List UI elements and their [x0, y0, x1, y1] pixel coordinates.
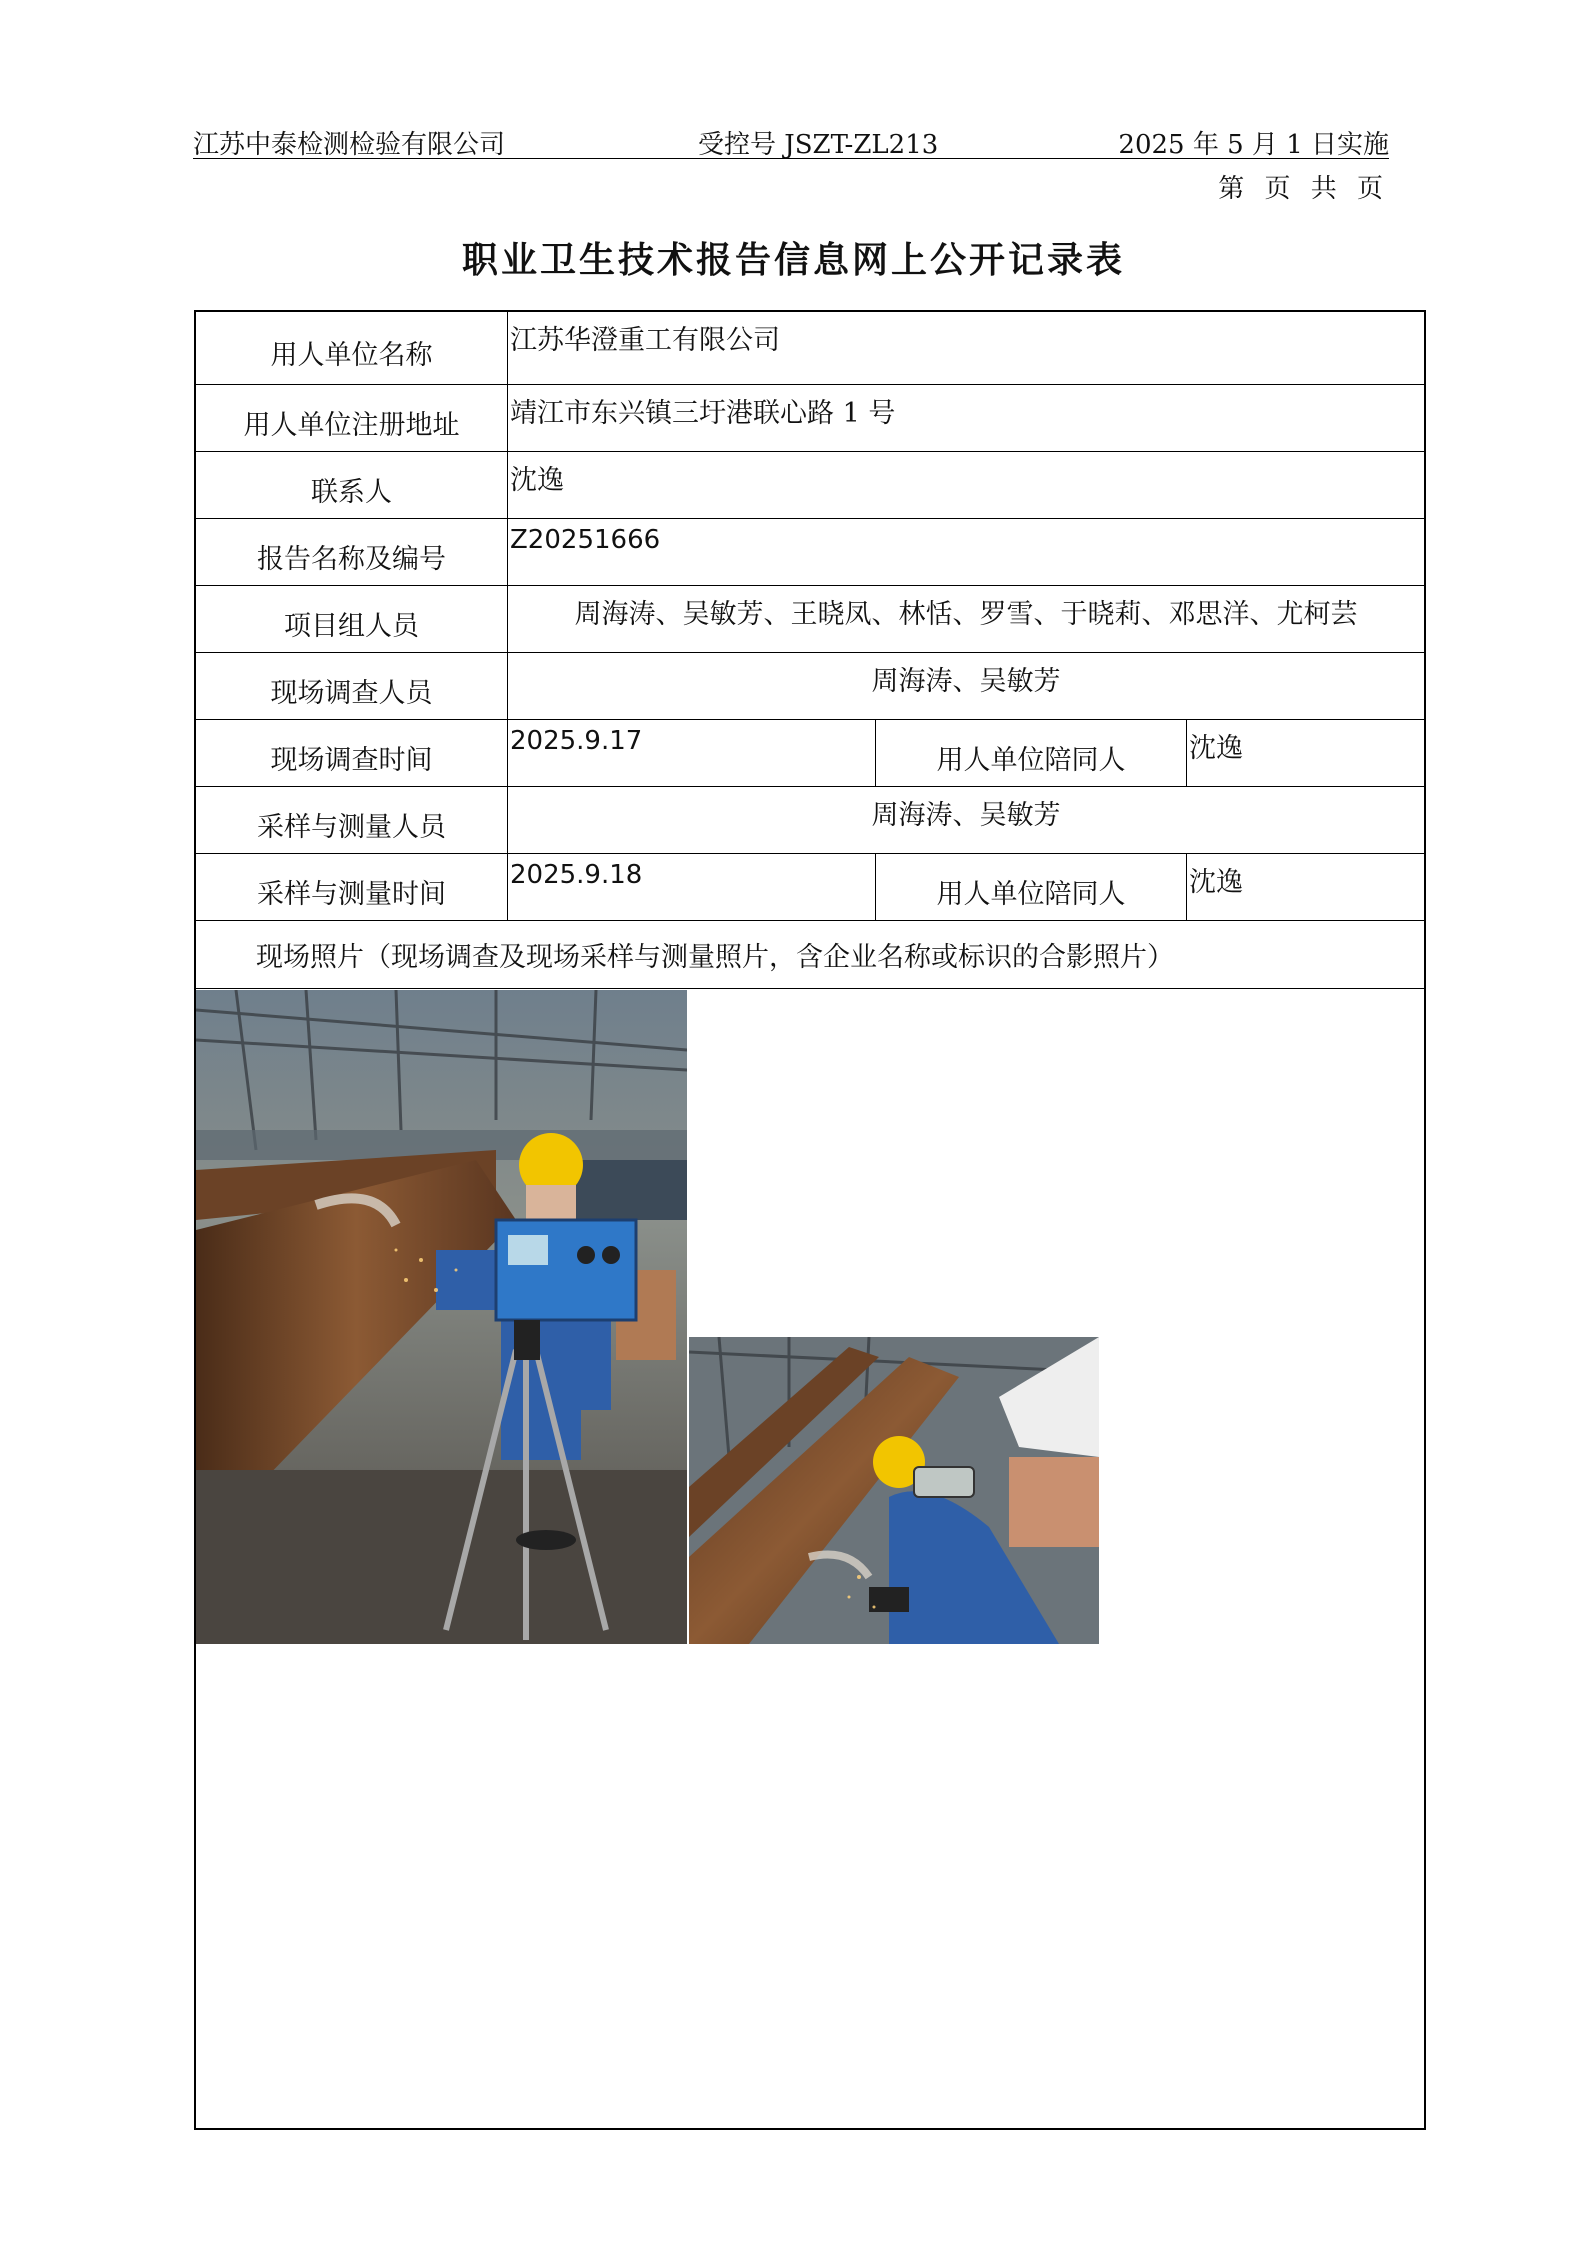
sampling-time-value: 2025.9.18 — [508, 854, 876, 920]
site-photo-measurement — [689, 1337, 1099, 1644]
survey-escort-value: 沈逸 — [1189, 733, 1243, 764]
address-label: 用人单位注册地址 — [196, 385, 508, 451]
survey-time-value: 2025.9.17 — [508, 720, 876, 786]
sampling-escort-label: 用人单位陪同人 — [876, 854, 1187, 920]
effective-date: 2025 年 5 月 1 日实施 — [1118, 130, 1389, 160]
sampling-staff-value: 周海涛、吴敏芳 — [871, 800, 1061, 831]
row-sampling-time — [196, 854, 1424, 921]
survey-escort-label: 用人单位陪同人 — [876, 720, 1187, 786]
site-photo-sampling-image — [196, 990, 687, 1644]
address-value: 靖江市东兴镇三圩港联心路 1 号 — [510, 398, 896, 429]
photos-caption: 现场照片（现场调查及现场采样与测量照片，含企业名称或标识的合影照片） — [256, 942, 1174, 973]
row-sampling-staff — [196, 787, 1424, 854]
report-value: Z20251666 — [510, 525, 661, 555]
sampling-escort-value: 沈逸 — [1189, 867, 1243, 898]
row-report — [196, 519, 1424, 586]
record-form — [194, 310, 1426, 2130]
control-number: 受控号 JSZT-ZL213 — [698, 130, 939, 160]
sampling-staff-label: 采样与测量人员 — [196, 787, 508, 853]
page-title: 职业卫生技术报告信息网上公开记录表 — [461, 240, 1125, 281]
survey-time-label: 现场调查时间 — [196, 720, 508, 786]
site-photo-sampling — [196, 990, 687, 1644]
team-value: 周海涛、吴敏芳、王晓凤、林恬、罗雪、于晓莉、邓思洋、尤柯芸 — [574, 599, 1358, 630]
employer-name-label: 用人单位名称 — [196, 312, 508, 384]
site-photo-measurement-image — [689, 1337, 1099, 1644]
contact-label: 联系人 — [196, 452, 508, 518]
survey-staff-label: 现场调查人员 — [196, 653, 508, 719]
sampling-time-label: 采样与测量时间 — [196, 854, 508, 920]
row-address — [196, 385, 1424, 452]
employer-name-value: 江苏华澄重工有限公司 — [510, 325, 780, 356]
row-survey-staff — [196, 653, 1424, 720]
page-count: 第 页 共 页 — [1218, 174, 1389, 204]
row-contact — [196, 452, 1424, 519]
row-employer-name — [196, 312, 1424, 385]
row-survey-time — [196, 720, 1424, 787]
row-photos-caption — [196, 921, 1424, 989]
team-label: 项目组人员 — [196, 586, 508, 652]
contact-value: 沈逸 — [510, 465, 564, 496]
document-header — [193, 124, 1389, 159]
company-name: 江苏中泰检测检验有限公司 — [193, 130, 506, 160]
row-team — [196, 586, 1424, 653]
survey-staff-value: 周海涛、吴敏芳 — [871, 666, 1061, 697]
report-label: 报告名称及编号 — [196, 519, 508, 585]
